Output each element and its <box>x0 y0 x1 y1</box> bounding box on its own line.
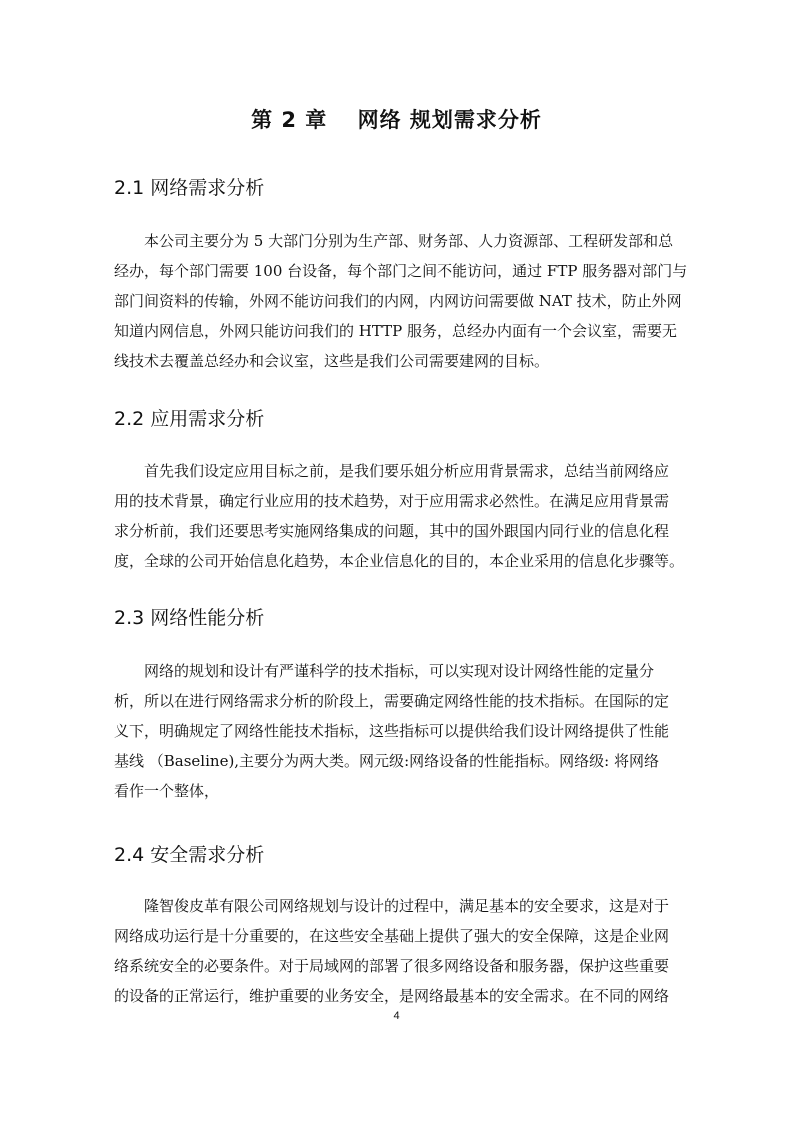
section-paragraph-2-2 <box>114 456 686 576</box>
section-heading-2-3: 2.3 网络性能分析 <box>114 607 265 629</box>
section-paragraph-2-3 <box>114 656 686 806</box>
paragraph-line: 知道内网信息，外网只能访问我们的 HTTP 服务，总经办内面有一个会议室，需要无 <box>114 322 678 340</box>
paragraph-line: 的设备的正常运行，维护重要的业务安全，是网络最基本的安全需求。在不同的网络 <box>114 987 670 1005</box>
paragraph-line: 部门间资料的传输，外网不能访问我们的内网，内网访问需要做 NAT 技术，防止外网 <box>114 292 682 310</box>
section-heading-2-2: 2.2 应用需求分析 <box>114 408 265 430</box>
section-paragraph-2-4 <box>114 891 686 1011</box>
paragraph-line: 度，全球的公司开始信息化趋势，本企业信息化的目的，本企业采用的信息化步骤等。 <box>114 552 685 570</box>
paragraph-line: 求分析前，我们还要思考实施网络集成的问题，其中的国外跟国内同行业的信息化程 <box>114 522 670 540</box>
paragraph-line: 首先我们设定应用目标之前，是我们要乐姐分析应用背景需求，总结当前网络应 <box>114 462 670 480</box>
paragraph-line: 经办，每个部门需要 100 台设备，每个部门之间不能访问，通过 FTP 服务器对部门与 <box>114 262 688 280</box>
section-heading-2-4: 2.4 安全需求分析 <box>114 844 265 866</box>
paragraph-line: 本公司主要分为 5 大部门分别为生产部、财务部、人力资源部、工程研发部和总 <box>114 232 674 250</box>
paragraph-line: 线技术去覆盖总经办和会议室，这些是我们公司需要建网的目标。 <box>114 352 550 370</box>
paragraph-line: 网络的规划和设计有严谨科学的技术指标，可以实现对设计网络性能的定量分 <box>114 662 655 680</box>
chapter-title: 第 2 章 网络 规划需求分析 <box>251 108 542 132</box>
page-number: 4 <box>393 1010 400 1022</box>
paragraph-line: 看作一个整体， <box>114 782 220 800</box>
paragraph-line: 用的技术背景，确定行业应用的技术趋势，对于应用需求必然性。在满足应用背景需 <box>114 492 670 510</box>
section-heading-2-1: 2.1 网络需求分析 <box>114 177 265 199</box>
section-paragraph-2-1 <box>114 226 686 376</box>
paragraph-line: 隆智俊皮革有限公司网络规划与设计的过程中，满足基本的安全要求，这是对于 <box>114 897 670 915</box>
paragraph-line: 基线 （Baseline),主要分为两大类。网元级:网络设备的性能指标。网络级: 将网络 <box>114 752 659 770</box>
paragraph-line: 义下，明确规定了网络性能技术指标，这些指标可以提供给我们设计网络提供了性能 <box>114 722 670 740</box>
paragraph-line: 网络成功运行是十分重要的，在这些安全基础上提供了强大的安全保障，这是企业网 <box>114 927 670 945</box>
paragraph-line: 析，所以在进行网络需求分析的阶段上，需要确定网络性能的技术指标。在国际的定 <box>114 692 670 710</box>
paragraph-line: 络系统安全的必要条件。对于局域网的部署了很多网络设备和服务器，保护这些重要 <box>114 957 670 975</box>
